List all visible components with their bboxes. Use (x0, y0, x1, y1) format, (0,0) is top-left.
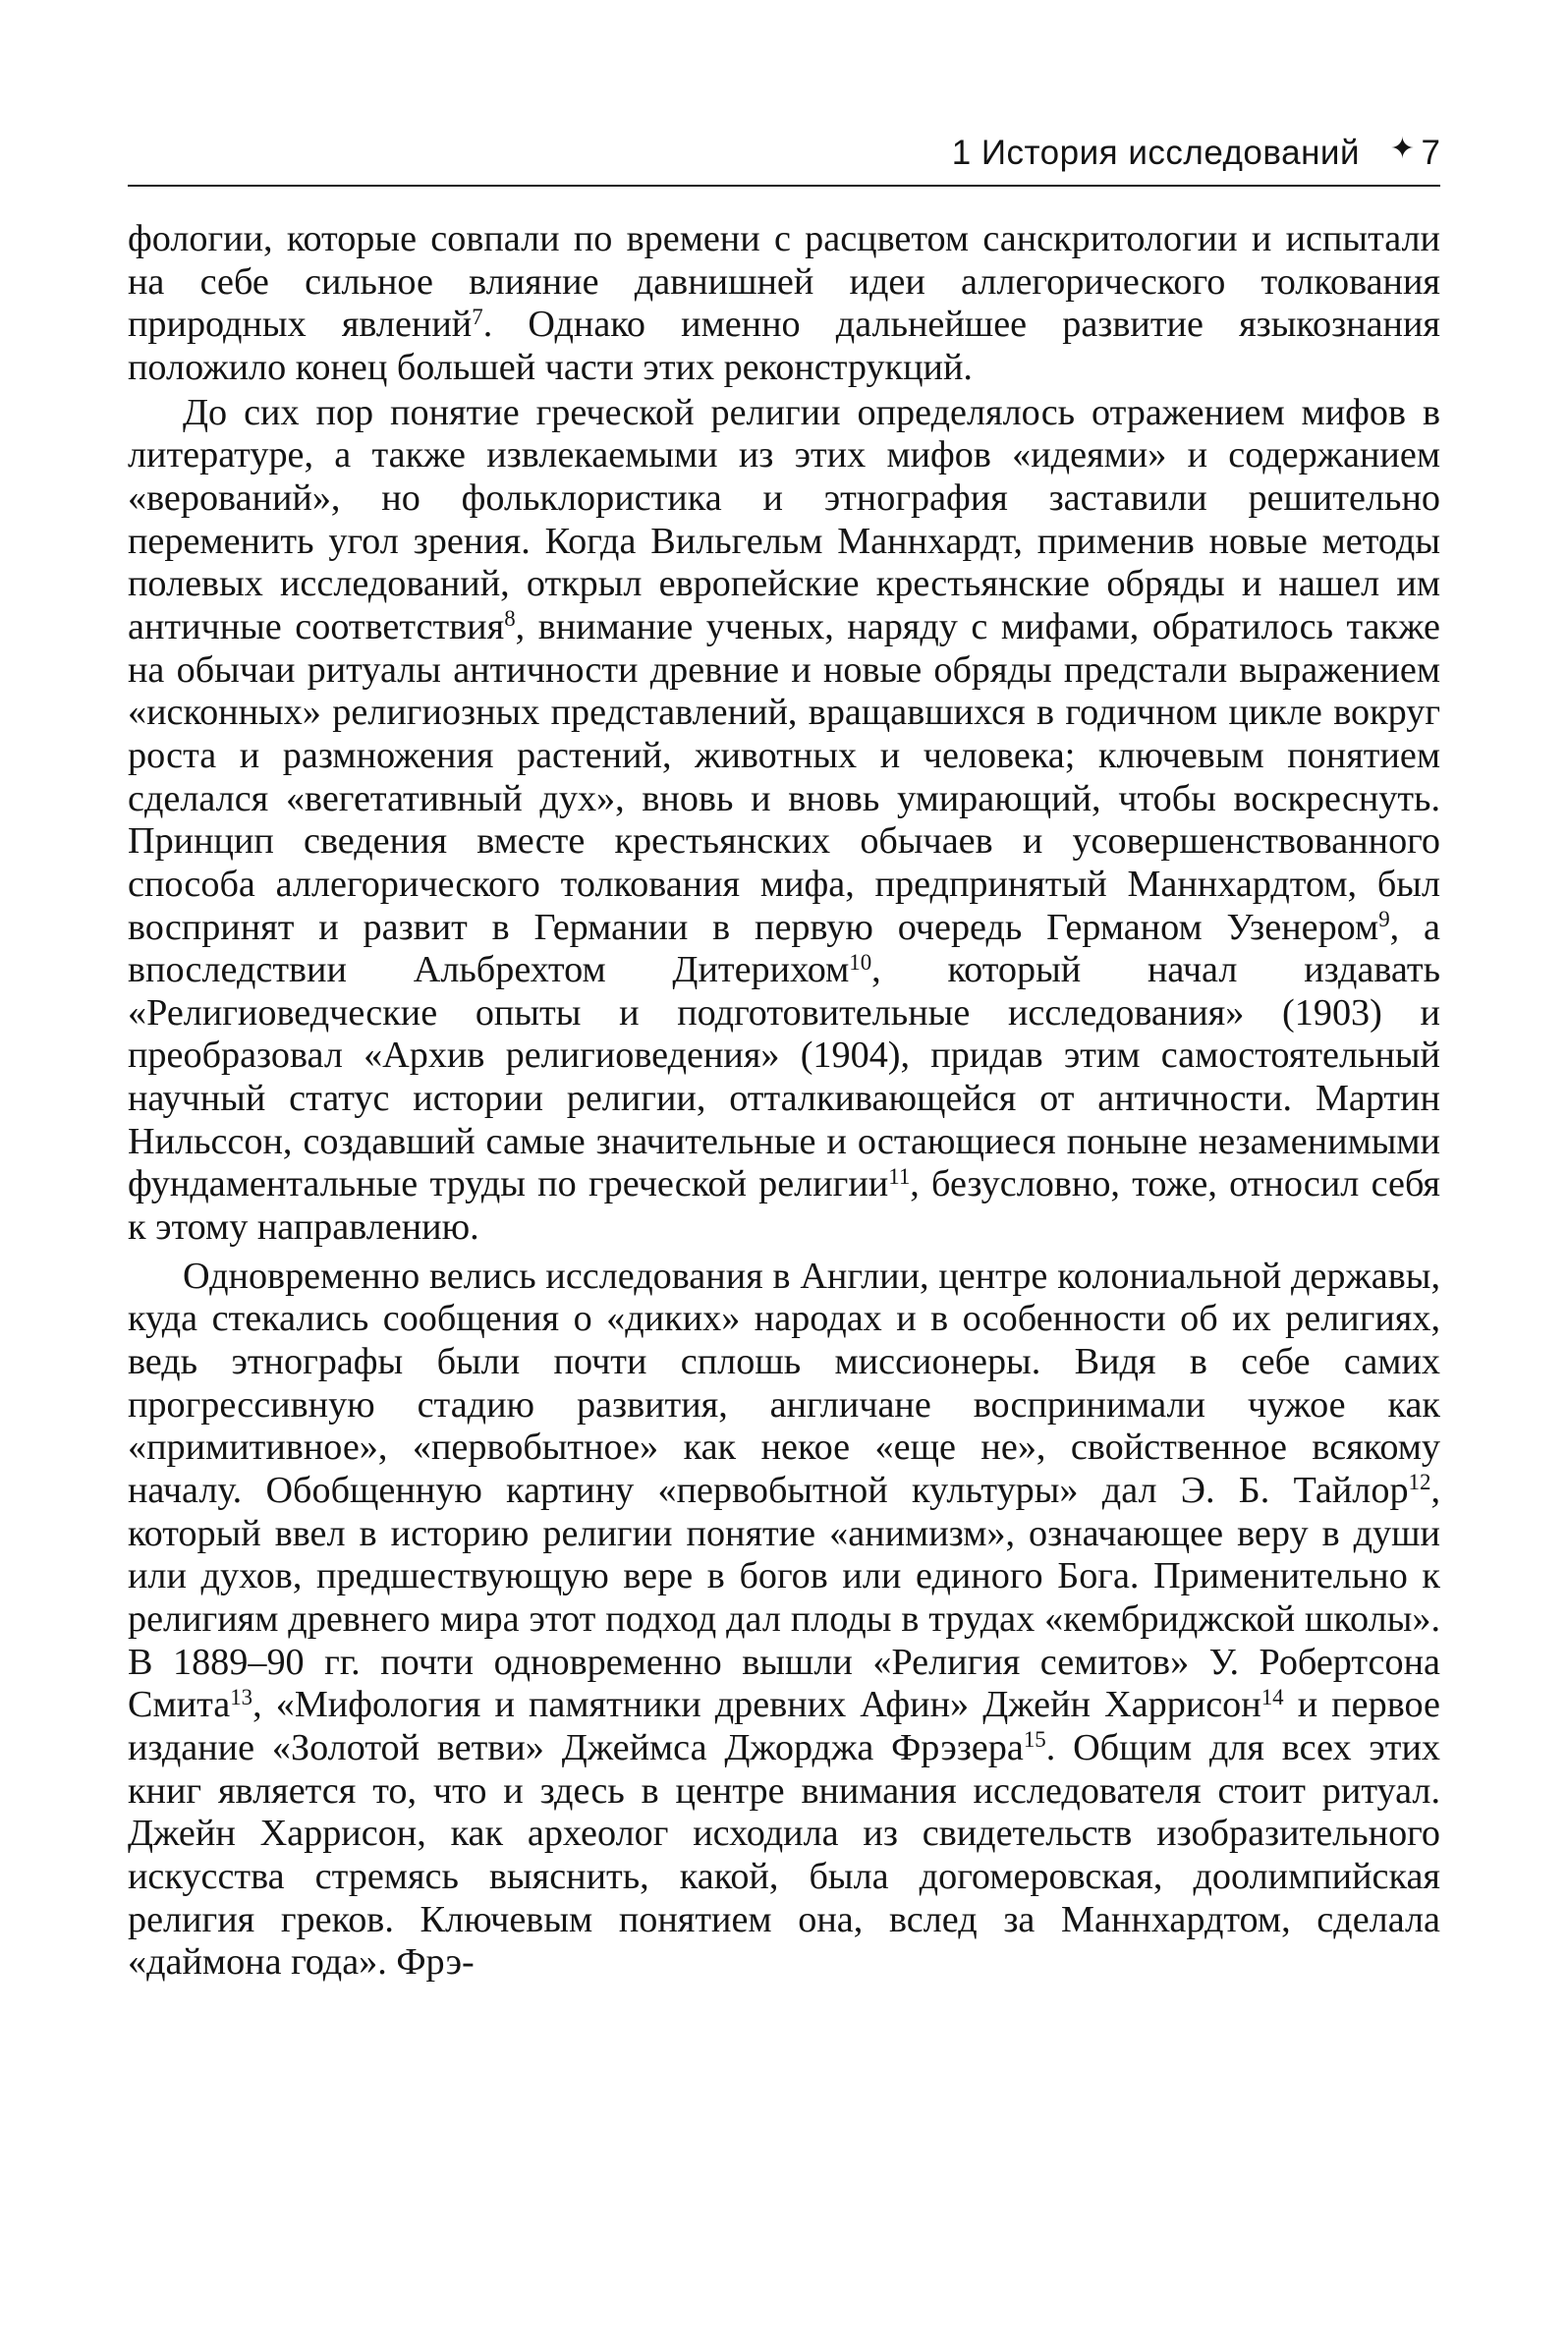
footnote-marker: 9 (1378, 906, 1390, 931)
footnote-marker: 12 (1408, 1470, 1431, 1495)
text-run: , а впоследствии Альбрехтом Дитерихом (128, 906, 1440, 991)
footnote-marker: 14 (1260, 1684, 1284, 1709)
text-run: , безусловно, тоже, относил себя к этому направлению. (128, 1163, 1440, 1249)
chapter-title: 1 История исследований (951, 134, 1360, 172)
text-run: , внимание ученых, наряду с мифами, обратилось также на обычаи ритуалы античности древние и новые обряды предстали выражением «исконных» религиозных представлений, вращавшихся в годичном цикле вокруг роста и размножения растений, животных и человека; ключевым понятием сделался «вегетативный дух», вновь и вновь умирающий, чтобы воскреснуть. Принцип сведения вместе крестьянских обычаев и усовершенствованного способа аллегорического толкования мифа, предпринятый Маннхардтом, был воспринят и развит в Германии в первую очередь Германом Узенером (128, 605, 1440, 948)
text-run: , который ввел в историю религии понятие «анимизм», означающее веру в души или духов, предшествующую вере в богов или единого Бога. Применительно к религиям древнего мира этот подход дал плоды в трудах «кембриджской школы». В 1889–90 гг. почти одновременно вышли «Религия семитов» У. Робертсона Смита (128, 1470, 1440, 1726)
text-run: . Однако именно дальнейшее развитие языкознания положило конец большей части этих реконструкций. (128, 304, 1440, 388)
text-run: . Общим для всех этих книг является то, что и здесь в центре внимания исследователя стоит ритуал. Джейн Харрисон, как археолог исходила из свидетельств изобразительного искусства стремясь выяснить, какой, была догомеровская, доолимпийская религия греков. Ключевым понятием она, вслед за Маннхардтом, сделала «даймона года». Фрэ- (128, 1726, 1441, 1984)
footnote-marker: 10 (849, 949, 872, 975)
text-run: фологии, которые совпали по времени с расцветом санскритологии и испытали на себе сильное влияние давнишней идеи аллегорического толкования природных явлений (128, 218, 1440, 346)
paragraph (128, 218, 1440, 390)
text-run: и первое издание «Золотой ветви» Джеймса Джорджа Фрэзера (128, 1684, 1441, 1768)
footnote-marker: 8 (504, 606, 516, 632)
paragraph (128, 392, 1440, 1250)
footnote-marker: 13 (230, 1684, 253, 1709)
star-ornament-icon: ✦ (1389, 132, 1415, 166)
footnote-marker: 7 (472, 304, 483, 329)
running-head (128, 126, 1440, 187)
text-run: Одновременно велись исследования в Англии, центре колониальной державы, куда стекались сообщения о «диких» народах и в особенности об их религиях, ведь этнографы были почти сплошь миссионеры. Видя в себе самих прогрессивную стадию развития, англичане воспринимали чужое как «примитивное», «первобытное» как некое «еще не», свойственное всякому началу. Обобщенную картину «первобытной культуры» дал Э. Б. Тайлор (128, 1255, 1440, 1512)
body-text (128, 218, 1440, 1985)
footnote-marker: 11 (888, 1163, 911, 1189)
footnote-marker: 15 (1023, 1727, 1046, 1753)
page-number: 7 (1421, 134, 1440, 172)
text-run: До сих пор понятие греческой религии определялось отражением мифов в литературе, а также извлекаемыми из этих мифов «идеями» и содержанием «верований», но фольклористика и этнография заставили решительно переменить угол зрения. Когда Вильгельм Маннхардт, применив новые методы полевых исследований, открыл европейские крестьянские обряды и нашел им античные соответствия (128, 391, 1440, 647)
text-run: , который начал издавать «Религиоведческие опыты и подготовительные исследования» (1903) и преобразовал «Архив религиоведения» (1904), придав этим самостоятельный научный статус истории религии, отталкивающейся от античности. Мартин Нильссон, создавший самые значительные и остающиеся поныне незаменимыми фундаментальные труды по греческой религии (128, 949, 1440, 1205)
text-run: , «Мифология и памятники древних Афин» Джейн Харрисон (252, 1684, 1261, 1726)
paragraph (128, 1256, 1440, 1985)
